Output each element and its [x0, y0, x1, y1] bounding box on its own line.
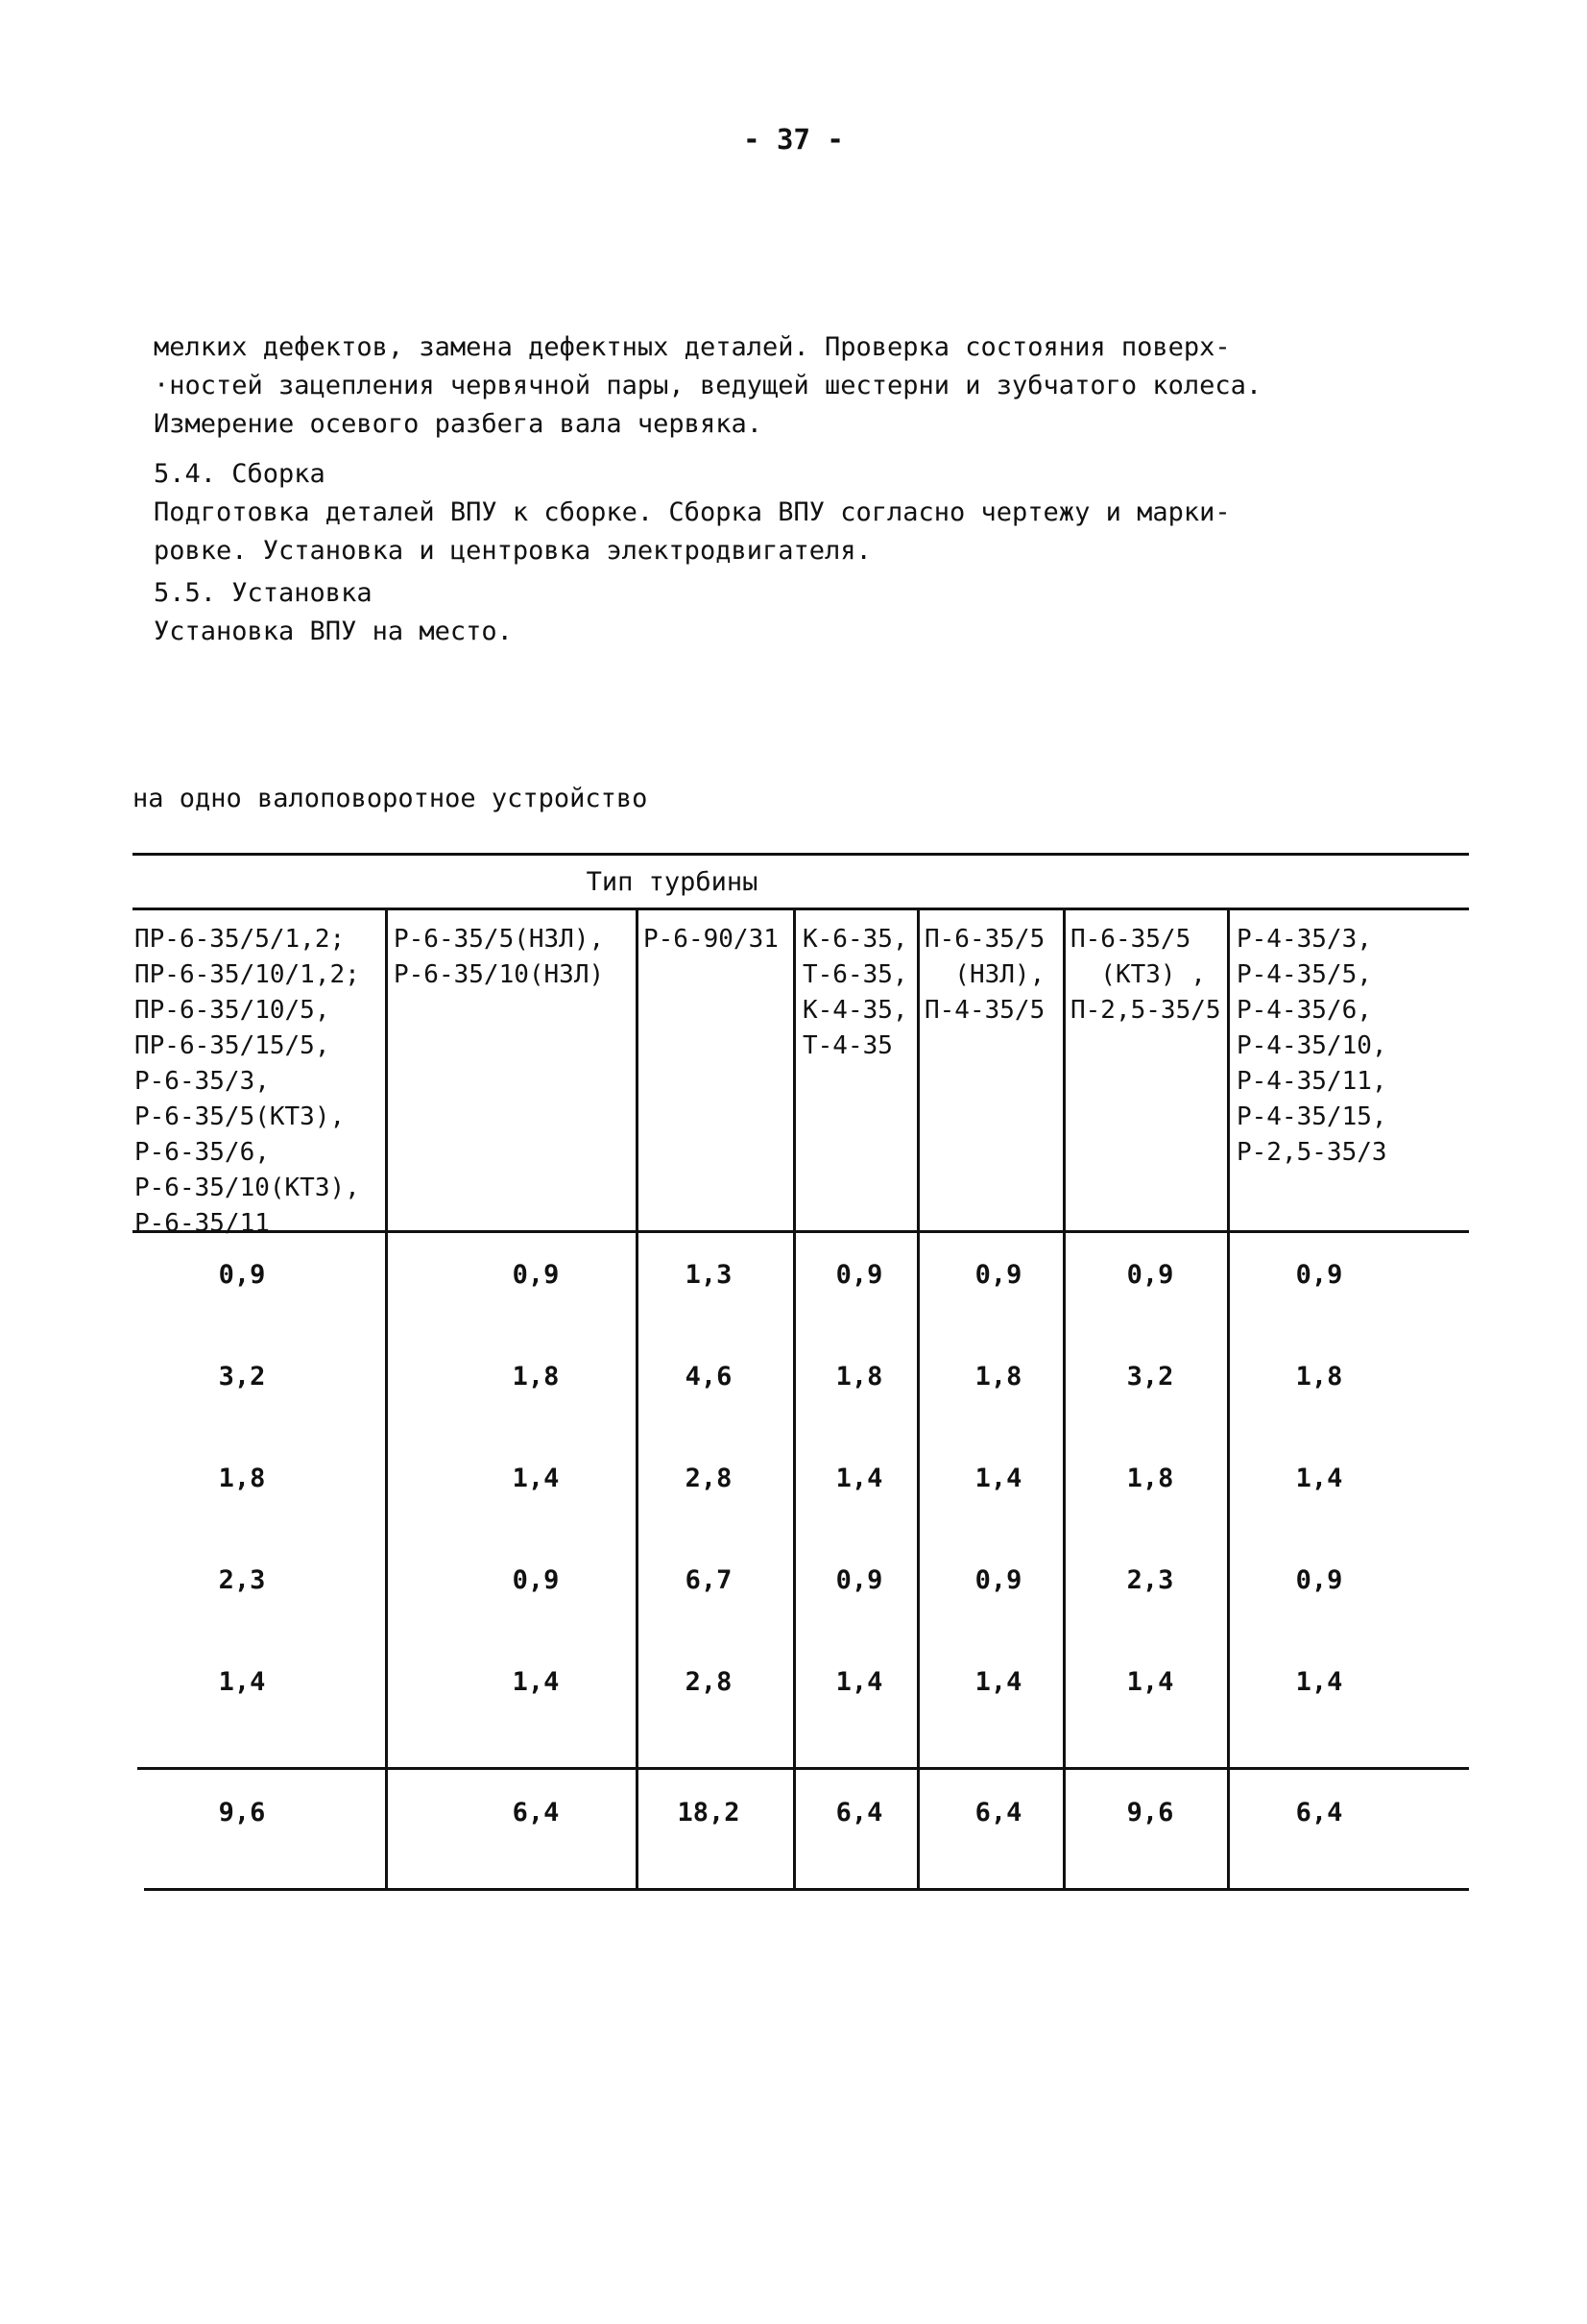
table-cell: 1,4: [974, 1464, 1022, 1493]
table-cell: 1,4: [512, 1464, 560, 1493]
table-cell: 2,8: [685, 1667, 733, 1697]
table-cell: 3,2: [218, 1362, 266, 1392]
table-cell: 1,4: [218, 1667, 266, 1697]
column-divider: [1227, 908, 1230, 1888]
paragraph-installation: 5.5. Установка Установка ВПУ на место.: [154, 578, 513, 646]
table-cell: 0,9: [512, 1565, 560, 1595]
table-cell: 1,4: [1126, 1667, 1174, 1697]
table-cell: 1,3: [685, 1260, 733, 1290]
table-cell: 1,8: [512, 1362, 560, 1392]
total-cell: 9,6: [218, 1798, 266, 1828]
column-divider: [793, 908, 796, 1888]
table-cell: 0,9: [835, 1260, 883, 1290]
table-cell: 2,8: [685, 1464, 733, 1493]
table-cell: 0,9: [1295, 1260, 1343, 1290]
table-cell: 0,9: [512, 1260, 560, 1290]
header-rule: [132, 908, 1469, 910]
column-divider: [385, 908, 388, 1888]
column-header-3: Р-6-90/31: [643, 925, 779, 954]
table-cell: 0,9: [218, 1260, 266, 1290]
column-header-1: ПР-6-35/5/1,2; ПР-6-35/10/1,2; ПР-6-35/10/5, ПР-6-35/15/5, Р-6-35/3, Р-6-35/5(КТЗ), Р-6-35/6, Р-6-35/10(КТЗ), Р-6-35/11: [134, 925, 360, 1238]
table-cell: 1,4: [1295, 1667, 1343, 1697]
column-divider: [1063, 908, 1066, 1888]
total-cell: 9,6: [1126, 1798, 1174, 1828]
column-header-4: К-6-35, Т-6-35, К-4-35, Т-4-35: [803, 925, 908, 1060]
total-cell: 18,2: [677, 1798, 740, 1828]
column-divider: [636, 908, 638, 1888]
total-cell: 6,4: [512, 1798, 560, 1828]
table-top-rule: [132, 853, 1469, 856]
table-cell: 1,4: [974, 1667, 1022, 1697]
table-cell: 4,6: [685, 1362, 733, 1392]
paragraph-assembly: 5.4. Сборка Подготовка деталей ВПУ к сборке. Сборка ВПУ согласно чертежу и марки- ровке. Установка и центровка электродвигателя.: [154, 459, 1231, 566]
table-caption: на одно валоповоротное устройство: [132, 784, 648, 813]
column-header-2: Р-6-35/5(НЗЛ), Р-6-35/10(НЗЛ): [394, 925, 605, 989]
total-cell: 6,4: [974, 1798, 1022, 1828]
turbine-type-header: Тип турбины: [586, 867, 758, 897]
table-cell: 0,9: [974, 1565, 1022, 1595]
table-cell: 1,8: [218, 1464, 266, 1493]
table-cell: 1,8: [835, 1362, 883, 1392]
table-cell: 0,9: [1295, 1565, 1343, 1595]
table-cell: 2,3: [1126, 1565, 1174, 1595]
column-divider: [917, 908, 920, 1888]
table-cell: 1,4: [835, 1464, 883, 1493]
table-cell: 0,9: [1126, 1260, 1174, 1290]
table-bottom-rule: [144, 1888, 1469, 1891]
table-cell: 6,7: [685, 1565, 733, 1595]
table-cell: 1,8: [974, 1362, 1022, 1392]
table-cell: 1,4: [835, 1667, 883, 1697]
table-cell: 1,8: [1126, 1464, 1174, 1493]
column-header-7: Р-4-35/3, Р-4-35/5, Р-4-35/6, Р-4-35/10, Р-4-35/11, Р-4-35/15, Р-2,5-35/3: [1237, 925, 1387, 1167]
page-number: - 37 -: [743, 123, 844, 156]
table-cell: 3,2: [1126, 1362, 1174, 1392]
table-cell: 2,3: [218, 1565, 266, 1595]
table-cell: 0,9: [835, 1565, 883, 1595]
paragraph-defects: мелких дефектов, замена дефектных деталей. Проверка состояния поверх- ·ностей зацепления червячной пары, ведущей шестерни и зубчатого колеса. Измерение осевого разбега вала червяка.: [154, 332, 1262, 439]
table-cell: 1,8: [1295, 1362, 1343, 1392]
column-header-5: П-6-35/5 (НЗЛ), П-4-35/5: [925, 925, 1046, 1025]
total-cell: 6,4: [1295, 1798, 1343, 1828]
totals-rule: [137, 1767, 1469, 1770]
table-cell: 0,9: [974, 1260, 1022, 1290]
column-header-6: П-6-35/5 (КТЗ) , П-2,5-35/5: [1070, 925, 1221, 1025]
table-cell: 1,4: [1295, 1464, 1343, 1493]
total-cell: 6,4: [835, 1798, 883, 1828]
table-cell: 1,4: [512, 1667, 560, 1697]
